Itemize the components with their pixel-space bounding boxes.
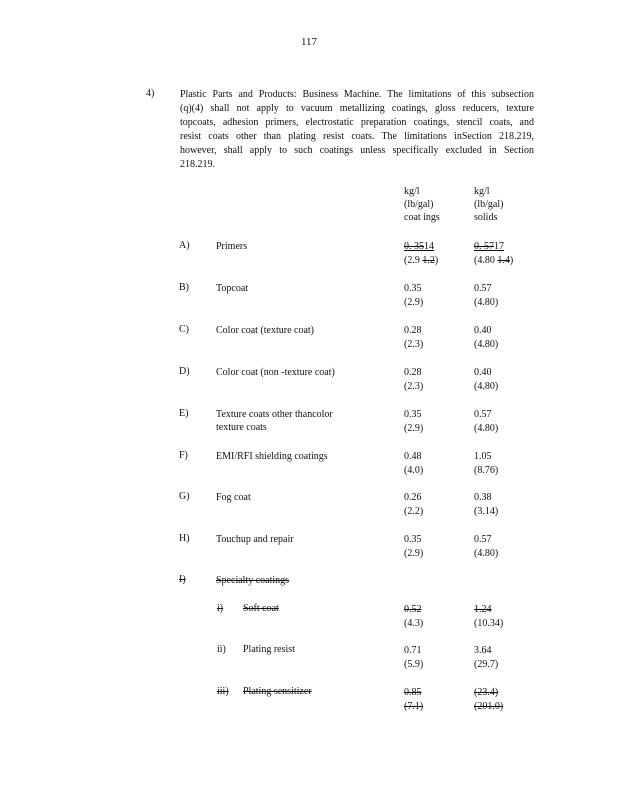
row-name: Texture coats other thancolor texture coats	[216, 409, 333, 433]
row-value-coatings: 0.48 (4.0)	[404, 451, 424, 476]
specialty-letter: I)	[179, 574, 186, 585]
row-value-coatings: 0.35 (2.9)	[404, 283, 424, 308]
row-value-solids: 0.40 (4.80)	[474, 325, 499, 350]
row-name: Color coat (non -texture coat)	[216, 367, 335, 378]
header-line: kg/l	[474, 186, 490, 197]
row-value-coatings: 0.35 (2.9)	[404, 534, 424, 559]
sub-item-value-solids: 1.24 (10.34)	[474, 604, 504, 629]
column-header-solids	[474, 185, 503, 224]
deleted-value: 1.4	[497, 254, 510, 266]
row-value-coatings	[404, 240, 438, 267]
row-letter: B)	[179, 282, 189, 293]
sub-item-value-coatings: 0.85 (7.1)	[404, 687, 424, 712]
added-value: 17	[494, 241, 504, 252]
sub-item-name: Plating sensitizer	[243, 686, 312, 697]
value-metric	[404, 240, 438, 254]
row-value-solids: 0.57 (4.80)	[474, 409, 499, 434]
row-value-solids	[474, 240, 513, 267]
column-header-coatings	[404, 185, 440, 224]
row-letter: A)	[179, 240, 190, 251]
row-name: Color coat (texture coat)	[216, 325, 315, 336]
row-letter: G)	[179, 491, 190, 502]
sub-item-value-solids: 3.64 (29.7)	[474, 645, 499, 670]
row-letter: D)	[179, 366, 190, 377]
sub-item-number: iii)	[217, 686, 229, 697]
row-value-solids: 0.57 (4.80)	[474, 283, 499, 308]
row-letter: F)	[179, 450, 188, 461]
deleted-value: 0. 35	[404, 241, 424, 252]
row-value-solids: 1.05 (8.76)	[474, 451, 499, 476]
sub-item-value-solids: (23.4) (201.0)	[474, 687, 504, 712]
value-metric	[474, 240, 513, 254]
row-value-solids: 0.38 (3.14)	[474, 492, 499, 517]
sub-item-value-coatings: 0.52 (4.3)	[404, 604, 424, 629]
row-value-solids: 0.57 (4.80)	[474, 534, 499, 559]
value-imperial: (4.80 1.4)	[474, 254, 514, 266]
header-line: coat ings	[404, 212, 440, 223]
row-value-coatings: 0.35 (2.9)	[404, 409, 424, 434]
sub-item-value-coatings: 0.71 (5.9)	[404, 645, 424, 670]
row-value-solids: 0.40 (4.80)	[474, 367, 499, 392]
header-line: (lb/gal)	[474, 199, 504, 210]
row-letter: E)	[179, 408, 189, 419]
deleted-value: 0. 57	[474, 241, 494, 252]
row-name: Topcoat	[216, 283, 249, 294]
header-line: kg/l	[404, 186, 420, 197]
row-name: Fog coat	[216, 492, 251, 503]
value-imperial: (2.9 1.2)	[404, 254, 439, 266]
section-paragraph: Plastic Parts and Products: Business Machine. The limitations of this subsection (q)(4) shall not apply to vacuum metallizing coatings, gloss reducers, texture topcoats, adhesion primers, electrostatic preparation coatings, stencil coats, and resist coats other than plating resist coats. The limitations inSection 218.219, however, shall apply to such coatings unless specifically excluded in Section 218.219.	[180, 89, 534, 170]
row-letter: C)	[179, 324, 189, 335]
sub-item-number: i)	[217, 603, 224, 614]
sub-item-name: Plating resist	[243, 644, 295, 655]
section-number: 4)	[146, 88, 155, 99]
row-name: Touchup and repair	[216, 534, 294, 545]
row-value-coatings: 0.28 (2.3)	[404, 325, 424, 350]
specialty-title: Specialty coatings	[216, 575, 290, 586]
row-letter: H)	[179, 533, 190, 544]
row-name: Primers	[216, 241, 248, 252]
row-value-coatings: 0.28 (2.3)	[404, 367, 424, 392]
sub-item-number: ii)	[217, 644, 226, 655]
header-line: (lb/gal)	[404, 199, 434, 210]
row-value-coatings: 0.26 (2.2)	[404, 492, 424, 517]
row-name: EMI/RFI shielding coatings	[216, 451, 328, 462]
header-line: solids	[474, 212, 498, 223]
added-value: 14	[424, 241, 434, 252]
sub-item-name: Soft coat	[243, 603, 279, 614]
page-number: 117	[300, 36, 318, 48]
deleted-value: 1.2	[422, 254, 435, 266]
